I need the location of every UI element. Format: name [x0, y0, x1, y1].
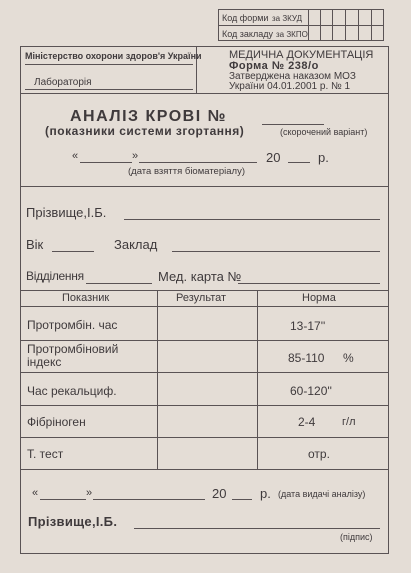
table-top-line: [20, 290, 389, 291]
patient-surname-label: Прізвище,І.Б.: [26, 205, 107, 220]
norm-fibrinogen-unit: г/л: [342, 416, 356, 428]
table-bottom-line: [20, 469, 389, 470]
issue-date-open-quote: «: [32, 487, 39, 499]
issue-year-prefix: 20: [212, 486, 227, 501]
title-bottom-line: [20, 186, 389, 187]
analysis-number-line: [262, 124, 324, 125]
doctor-surname-line: [134, 528, 380, 529]
form-number: Форма № 238/о: [229, 60, 319, 72]
laboratory-underline: [25, 89, 193, 90]
header-bottom-line: [20, 93, 389, 94]
indicator-recalcification-time: Час рекальциф.: [27, 384, 117, 398]
indicator-prothrombin-index: Протромбіновий: [27, 342, 119, 356]
approved-date: України 04.01.2001 р. № 1: [229, 81, 351, 92]
indicator-t-test: Т. тест: [27, 447, 64, 461]
sample-month-line: [139, 162, 257, 163]
column-header-norm: Норма: [302, 292, 336, 304]
patient-department-label: Відділення: [26, 269, 84, 283]
column-header-indicator: Показник: [62, 292, 110, 304]
table-column-divider: [257, 290, 258, 469]
patient-age-label: Вік: [26, 237, 44, 252]
patient-card-line: [238, 283, 380, 284]
issue-year-line: [232, 499, 252, 500]
indicator-prothrombin-index-line2: індекс: [27, 355, 62, 369]
norm-fibrinogen: 2-4: [298, 415, 316, 429]
column-header-result: Результат: [176, 292, 227, 304]
code-row-divider: [218, 25, 384, 26]
indicator-fibrinogen: Фібріноген: [27, 415, 86, 429]
issue-date-close-quote: »: [86, 487, 93, 499]
norm-prothrombin-index-unit: %: [343, 351, 354, 365]
table-row-line: [20, 340, 389, 341]
ministry-name: Міністерство охорони здоров'я України: [25, 51, 202, 61]
patient-card-label: Мед. карта №: [158, 269, 242, 284]
code-cell-divider: [332, 9, 333, 41]
analysis-title: АНАЛІЗ КРОВІ №: [70, 108, 227, 125]
sample-date-open-quote: «: [72, 150, 79, 162]
issue-year-suffix: р.: [260, 486, 271, 501]
issue-date-caption: (дата видачі аналізу): [278, 489, 366, 499]
patient-surname-line: [124, 219, 380, 220]
patient-age-line: [52, 251, 94, 252]
norm-t-test: отр.: [308, 447, 330, 461]
norm-recalcification-time: 60-120'': [290, 384, 332, 398]
table-row-line: [20, 437, 389, 438]
signature-caption: (підпис): [340, 532, 373, 542]
patient-institution-label: Заклад: [114, 237, 158, 252]
approved-by: Затверджена наказом МОЗ: [229, 71, 356, 82]
sample-date-close-quote: »: [132, 150, 139, 162]
sample-day-line: [80, 162, 132, 163]
issue-month-line: [93, 499, 205, 500]
medical-documentation: МЕДИЧНА ДОКУМЕНТАЦІЯ: [229, 49, 374, 61]
sample-year-suffix: р.: [318, 150, 329, 165]
table-column-divider: [157, 290, 158, 469]
patient-institution-line: [172, 251, 380, 252]
analysis-variant-note: (скорочений варіант): [280, 127, 368, 137]
code-cell-divider: [345, 9, 346, 41]
analysis-subtitle: (показники системи згортання): [45, 124, 245, 138]
table-row-line: [20, 405, 389, 406]
doctor-surname-label: Прізвище,І.Б.: [28, 514, 118, 529]
sample-year-line: [288, 162, 310, 163]
indicator-prothrombin-time: Протромбін. час: [27, 318, 118, 332]
ministry-underline: [25, 64, 193, 65]
laboratory-label: Лабораторія: [34, 77, 92, 88]
table-row-line: [20, 372, 389, 373]
norm-prothrombin-time: 13-17'': [290, 319, 326, 333]
norm-prothrombin-index: 85-110: [288, 351, 325, 365]
code-label-divider: [308, 9, 309, 41]
institution-code-label: Код закладу: [222, 29, 273, 39]
patient-department-line: [86, 283, 152, 284]
table-header-line: [20, 306, 389, 307]
sample-year-prefix: 20: [266, 150, 281, 165]
form-code-ref: за ЗКУД: [272, 14, 303, 23]
institution-code-ref: за ЗКПО: [276, 30, 308, 39]
issue-day-line: [40, 499, 86, 500]
code-cell-divider: [358, 9, 359, 41]
code-cell-divider: [371, 9, 372, 41]
sample-date-caption: (дата взяття біоматеріалу): [128, 166, 245, 177]
code-cell-divider: [320, 9, 321, 41]
form-code-label: Код форми: [222, 13, 269, 23]
